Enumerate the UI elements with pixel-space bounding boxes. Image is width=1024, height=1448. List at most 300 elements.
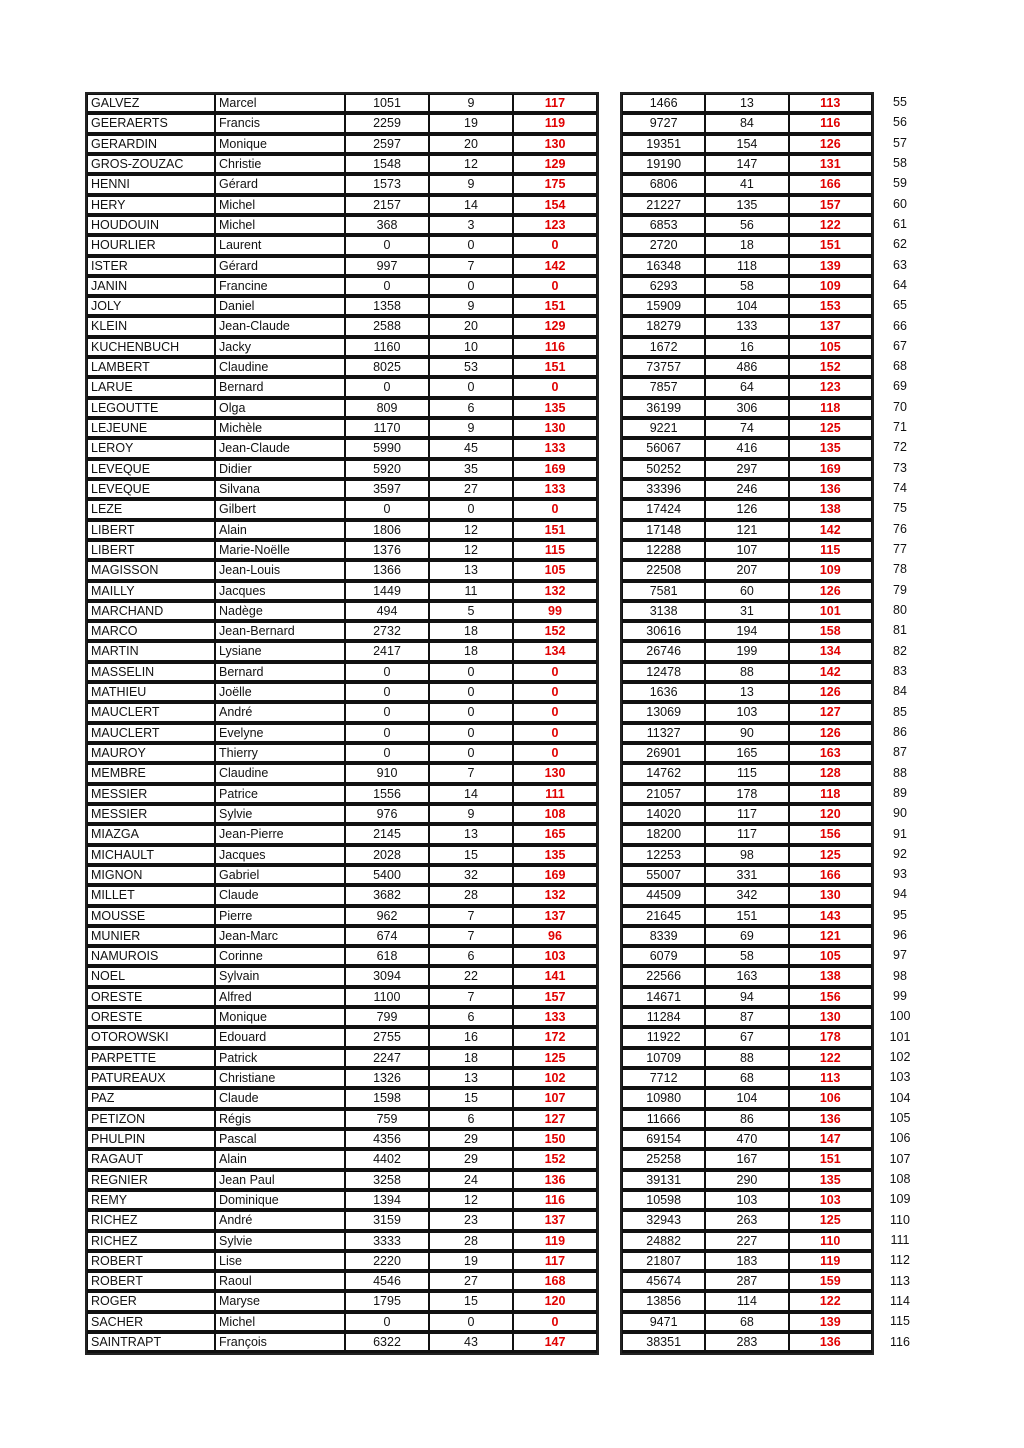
average-cell: 165 [513, 825, 597, 845]
average-cell: 135 [513, 399, 597, 419]
total-cell: 38351 [622, 1333, 705, 1353]
table-row [622, 236, 872, 256]
first-name-cell: Gabriel [215, 866, 345, 886]
table-row [622, 358, 872, 378]
row-number: 103 [889, 1070, 911, 1085]
last-name-cell: MARTIN [87, 642, 215, 662]
table-row [87, 988, 597, 1008]
last-name-cell: MATHIEU [87, 683, 215, 703]
total-average-cell: 125 [789, 846, 872, 866]
value-cell: 1573 [345, 175, 429, 195]
row-number: 105 [889, 1111, 911, 1125]
value-cell: 2028 [345, 846, 429, 866]
total-cell: 22508 [622, 561, 705, 581]
total-average-cell: 122 [789, 1292, 872, 1312]
first-name-cell: Daniel [215, 297, 345, 317]
total-count-cell: 104 [705, 1089, 788, 1109]
total-cell: 6293 [622, 277, 705, 297]
table-row [87, 1049, 597, 1069]
table-row [87, 1008, 597, 1028]
total-cell: 32943 [622, 1211, 705, 1231]
total-average-cell: 138 [789, 967, 872, 987]
value-cell: 799 [345, 1008, 429, 1028]
total-average-cell: 113 [789, 94, 872, 114]
table-row [87, 500, 597, 520]
total-count-cell: 183 [705, 1252, 788, 1272]
table-row [87, 378, 597, 398]
first-name-cell: Olga [215, 399, 345, 419]
average-cell: 169 [513, 460, 597, 480]
count-cell: 9 [429, 419, 513, 439]
average-cell: 137 [513, 907, 597, 927]
total-cell: 26746 [622, 642, 705, 662]
total-cell: 56067 [622, 439, 705, 459]
total-cell: 33396 [622, 480, 705, 500]
table-row [87, 94, 597, 114]
total-average-cell: 122 [789, 1049, 872, 1069]
last-name-cell: ORESTE [87, 988, 215, 1008]
last-name-cell: GALVEZ [87, 94, 215, 114]
table-row [622, 988, 872, 1008]
last-name-cell: PHULPIN [87, 1130, 215, 1150]
total-count-cell: 470 [705, 1130, 788, 1150]
first-name-cell: Lysiane [215, 642, 345, 662]
average-cell: 0 [513, 744, 597, 764]
first-name-cell: Monique [215, 135, 345, 155]
total-count-cell: 103 [705, 703, 788, 723]
average-cell: 117 [513, 1252, 597, 1272]
total-average-cell: 166 [789, 866, 872, 886]
total-count-cell: 118 [705, 257, 788, 277]
count-cell: 43 [429, 1333, 513, 1353]
total-average-cell: 103 [789, 1191, 872, 1211]
average-cell: 99 [513, 602, 597, 622]
table-row [87, 703, 597, 723]
last-name-cell: MIAZGA [87, 825, 215, 845]
first-name-cell: Didier [215, 460, 345, 480]
count-cell: 12 [429, 521, 513, 541]
table-row [622, 439, 872, 459]
last-name-cell: ORESTE [87, 1008, 215, 1028]
table-row [622, 1292, 872, 1312]
total-count-cell: 147 [705, 155, 788, 175]
last-name-cell: HOURLIER [87, 236, 215, 256]
total-count-cell: 207 [705, 561, 788, 581]
row-number: 75 [893, 501, 907, 516]
table-row [87, 1211, 597, 1231]
table-row [87, 642, 597, 662]
total-average-cell: 126 [789, 135, 872, 155]
first-name-cell: Francine [215, 277, 345, 297]
first-name-cell: Lise [215, 1252, 345, 1272]
total-average-cell: 156 [789, 988, 872, 1008]
row-number: 97 [893, 948, 907, 963]
total-average-cell: 158 [789, 622, 872, 642]
first-name-cell: Christiane [215, 1069, 345, 1089]
average-cell: 130 [513, 419, 597, 439]
total-count-cell: 58 [705, 277, 788, 297]
table-row [87, 663, 597, 683]
first-name-cell: Christie [215, 155, 345, 175]
total-average-cell: 105 [789, 338, 872, 358]
count-cell: 15 [429, 846, 513, 866]
total-cell: 69154 [622, 1130, 705, 1150]
last-name-cell: RICHEZ [87, 1211, 215, 1231]
table-row [622, 663, 872, 683]
average-cell: 151 [513, 358, 597, 378]
row-number: 84 [893, 684, 907, 699]
count-cell: 7 [429, 907, 513, 927]
value-cell: 809 [345, 399, 429, 419]
first-name-cell: Jacques [215, 846, 345, 866]
value-cell: 1548 [345, 155, 429, 175]
total-average-cell: 137 [789, 317, 872, 337]
count-cell: 6 [429, 947, 513, 967]
count-cell: 53 [429, 358, 513, 378]
average-cell: 136 [513, 1171, 597, 1191]
row-number: 109 [889, 1192, 911, 1207]
table-row [622, 724, 872, 744]
value-cell: 962 [345, 907, 429, 927]
last-name-cell: MASSELIN [87, 663, 215, 683]
last-name-cell: ISTER [87, 257, 215, 277]
total-cell: 6079 [622, 947, 705, 967]
value-cell: 1051 [345, 94, 429, 114]
first-name-cell: Raoul [215, 1272, 345, 1292]
count-cell: 12 [429, 1191, 513, 1211]
total-cell: 6806 [622, 175, 705, 195]
table-row [87, 1028, 597, 1048]
table-row [87, 419, 597, 439]
table-row [622, 338, 872, 358]
first-name-cell: Evelyne [215, 724, 345, 744]
table-row [87, 683, 597, 703]
first-name-cell: Pascal [215, 1130, 345, 1150]
average-cell: 107 [513, 1089, 597, 1109]
value-cell: 3682 [345, 886, 429, 906]
total-count-cell: 227 [705, 1232, 788, 1252]
total-cell: 21057 [622, 785, 705, 805]
first-name-cell: Claude [215, 886, 345, 906]
last-name-cell: HOUDOUIN [87, 216, 215, 236]
total-count-cell: 41 [705, 175, 788, 195]
value-cell: 5990 [345, 439, 429, 459]
table-row [87, 317, 597, 337]
table-row [87, 602, 597, 622]
row-number: 111 [890, 1232, 910, 1247]
row-number: 113 [890, 1273, 910, 1288]
total-average-cell: 138 [789, 500, 872, 520]
value-cell: 2220 [345, 1252, 429, 1272]
total-count-cell: 98 [705, 846, 788, 866]
count-cell: 16 [429, 1028, 513, 1048]
first-name-cell: Sylvain [215, 967, 345, 987]
row-number: 72 [893, 440, 907, 455]
value-cell: 2145 [345, 825, 429, 845]
value-cell: 3258 [345, 1171, 429, 1191]
last-name-cell: GROS-ZOUZAC [87, 155, 215, 175]
row-number: 74 [893, 481, 907, 496]
average-cell: 105 [513, 561, 597, 581]
table-row [622, 114, 872, 134]
total-count-cell: 199 [705, 642, 788, 662]
first-name-cell: Francis [215, 114, 345, 134]
table-row [87, 561, 597, 581]
total-count-cell: 94 [705, 988, 788, 1008]
table-row [87, 460, 597, 480]
value-cell: 3597 [345, 480, 429, 500]
table-row [87, 338, 597, 358]
table-row [622, 1211, 872, 1231]
table-row [87, 1171, 597, 1191]
last-name-cell: MIGNON [87, 866, 215, 886]
first-name-cell: Silvana [215, 480, 345, 500]
total-cell: 10598 [622, 1191, 705, 1211]
average-cell: 168 [513, 1272, 597, 1292]
table-row [87, 1069, 597, 1089]
total-average-cell: 142 [789, 663, 872, 683]
average-cell: 125 [513, 1049, 597, 1069]
table-row [622, 317, 872, 337]
average-cell: 0 [513, 703, 597, 723]
last-name-cell: LEJEUNE [87, 419, 215, 439]
average-cell: 119 [513, 114, 597, 134]
value-cell: 494 [345, 602, 429, 622]
total-count-cell: 114 [705, 1292, 788, 1312]
count-cell: 18 [429, 622, 513, 642]
count-cell: 28 [429, 1232, 513, 1252]
first-name-cell: François [215, 1333, 345, 1353]
first-name-cell: Jean-Claude [215, 439, 345, 459]
average-cell: 117 [513, 94, 597, 114]
average-cell: 0 [513, 277, 597, 297]
table-row [622, 866, 872, 886]
total-count-cell: 16 [705, 338, 788, 358]
count-cell: 0 [429, 500, 513, 520]
count-cell: 0 [429, 703, 513, 723]
row-number: 65 [893, 298, 907, 313]
total-average-cell: 126 [789, 724, 872, 744]
average-cell: 142 [513, 257, 597, 277]
table-row [87, 907, 597, 927]
count-cell: 22 [429, 967, 513, 987]
table-row [87, 1272, 597, 1292]
total-cell: 14671 [622, 988, 705, 1008]
total-count-cell: 88 [705, 1049, 788, 1069]
total-cell: 21807 [622, 1252, 705, 1272]
first-name-cell: Laurent [215, 236, 345, 256]
total-average-cell: 136 [789, 1110, 872, 1130]
row-number: 95 [893, 907, 907, 922]
row-number: 76 [893, 521, 907, 536]
value-cell: 0 [345, 236, 429, 256]
total-count-cell: 117 [705, 825, 788, 845]
row-number: 87 [893, 745, 907, 760]
total-count-cell: 246 [705, 480, 788, 500]
total-cell: 10709 [622, 1049, 705, 1069]
row-number: 79 [893, 582, 907, 597]
total-count-cell: 151 [705, 907, 788, 927]
count-cell: 32 [429, 866, 513, 886]
table-row [87, 439, 597, 459]
table-row [87, 1252, 597, 1272]
row-number: 110 [890, 1212, 910, 1227]
total-average-cell: 118 [789, 399, 872, 419]
total-count-cell: 68 [705, 1069, 788, 1089]
total-average-cell: 156 [789, 825, 872, 845]
table-row [87, 825, 597, 845]
average-cell: 127 [513, 1110, 597, 1130]
value-cell: 3159 [345, 1211, 429, 1231]
first-name-cell: Alain [215, 521, 345, 541]
row-number: 61 [893, 216, 907, 231]
count-cell: 29 [429, 1150, 513, 1170]
table-row [622, 297, 872, 317]
table-row [622, 460, 872, 480]
last-name-cell: SAINTRAPT [87, 1333, 215, 1353]
average-cell: 116 [513, 1191, 597, 1211]
total-count-cell: 290 [705, 1171, 788, 1191]
total-average-cell: 131 [789, 155, 872, 175]
average-cell: 133 [513, 1008, 597, 1028]
total-count-cell: 84 [705, 114, 788, 134]
count-cell: 28 [429, 886, 513, 906]
total-count-cell: 88 [705, 663, 788, 683]
table-row [622, 378, 872, 398]
table-row [622, 1191, 872, 1211]
row-number: 91 [893, 826, 907, 841]
total-cell: 1636 [622, 683, 705, 703]
total-average-cell: 122 [789, 216, 872, 236]
last-name-cell: JOLY [87, 297, 215, 317]
last-name-cell: LEVEQUE [87, 460, 215, 480]
value-cell: 976 [345, 805, 429, 825]
table-row [87, 1292, 597, 1312]
total-cell: 21645 [622, 907, 705, 927]
total-count-cell: 115 [705, 764, 788, 784]
count-cell: 19 [429, 114, 513, 134]
row-number: 70 [893, 399, 907, 414]
average-cell: 132 [513, 886, 597, 906]
table-row [87, 175, 597, 195]
first-name-cell: Dominique [215, 1191, 345, 1211]
total-cell: 73757 [622, 358, 705, 378]
row-number: 59 [893, 176, 907, 191]
value-cell: 1449 [345, 582, 429, 602]
last-name-cell: LEVEQUE [87, 480, 215, 500]
table-row [87, 622, 597, 642]
average-cell: 103 [513, 947, 597, 967]
first-name-cell: Jacques [215, 582, 345, 602]
count-cell: 20 [429, 135, 513, 155]
table-row [622, 1089, 872, 1109]
last-name-cell: PETIZON [87, 1110, 215, 1130]
table-row [622, 399, 872, 419]
table-row [87, 947, 597, 967]
average-cell: 108 [513, 805, 597, 825]
table-row [622, 1171, 872, 1191]
last-name-cell: MEMBRE [87, 764, 215, 784]
total-cell: 14020 [622, 805, 705, 825]
total-cell: 17424 [622, 500, 705, 520]
table-row [622, 967, 872, 987]
table-row [87, 846, 597, 866]
total-cell: 22566 [622, 967, 705, 987]
value-cell: 2588 [345, 317, 429, 337]
table-row [622, 1028, 872, 1048]
total-average-cell: 113 [789, 1069, 872, 1089]
total-count-cell: 103 [705, 1191, 788, 1211]
last-name-cell: REGNIER [87, 1171, 215, 1191]
last-name-cell: PAZ [87, 1089, 215, 1109]
row-number: 78 [893, 562, 907, 577]
first-name-cell: Patrick [215, 1049, 345, 1069]
average-cell: 0 [513, 1313, 597, 1333]
right-table [620, 92, 874, 1355]
table-row [87, 927, 597, 947]
table-row [622, 907, 872, 927]
row-number: 60 [893, 196, 907, 211]
table-row [87, 1232, 597, 1252]
total-count-cell: 306 [705, 399, 788, 419]
total-cell: 18200 [622, 825, 705, 845]
last-name-cell: LEROY [87, 439, 215, 459]
total-average-cell: 128 [789, 764, 872, 784]
average-cell: 132 [513, 582, 597, 602]
average-cell: 141 [513, 967, 597, 987]
count-cell: 18 [429, 642, 513, 662]
average-cell: 172 [513, 1028, 597, 1048]
total-cell: 21227 [622, 196, 705, 216]
total-average-cell: 139 [789, 257, 872, 277]
total-average-cell: 157 [789, 196, 872, 216]
count-cell: 0 [429, 1313, 513, 1333]
first-name-cell: Gérard [215, 175, 345, 195]
total-average-cell: 159 [789, 1272, 872, 1292]
table-row [622, 764, 872, 784]
value-cell: 3094 [345, 967, 429, 987]
value-cell: 1394 [345, 1191, 429, 1211]
table-row [622, 1232, 872, 1252]
last-name-cell: SACHER [87, 1313, 215, 1333]
average-cell: 115 [513, 541, 597, 561]
total-cell: 2720 [622, 236, 705, 256]
total-average-cell: 130 [789, 886, 872, 906]
table-row [87, 236, 597, 256]
total-cell: 9221 [622, 419, 705, 439]
row-number: 83 [893, 663, 907, 678]
count-cell: 9 [429, 805, 513, 825]
table-row [87, 297, 597, 317]
value-cell: 618 [345, 947, 429, 967]
last-name-cell: LEZE [87, 500, 215, 520]
average-cell: 169 [513, 866, 597, 886]
value-cell: 1795 [345, 1292, 429, 1312]
last-name-cell: RAGAUT [87, 1150, 215, 1170]
total-average-cell: 126 [789, 582, 872, 602]
total-cell: 39131 [622, 1171, 705, 1191]
last-name-cell: ROBERT [87, 1272, 215, 1292]
table-row [622, 825, 872, 845]
table-row [622, 257, 872, 277]
total-count-cell: 133 [705, 317, 788, 337]
average-cell: 0 [513, 683, 597, 703]
first-name-cell: André [215, 1211, 345, 1231]
total-cell: 44509 [622, 886, 705, 906]
last-name-cell: MAUCLERT [87, 724, 215, 744]
last-name-cell: ROBERT [87, 1252, 215, 1272]
last-name-cell: NOEL [87, 967, 215, 987]
